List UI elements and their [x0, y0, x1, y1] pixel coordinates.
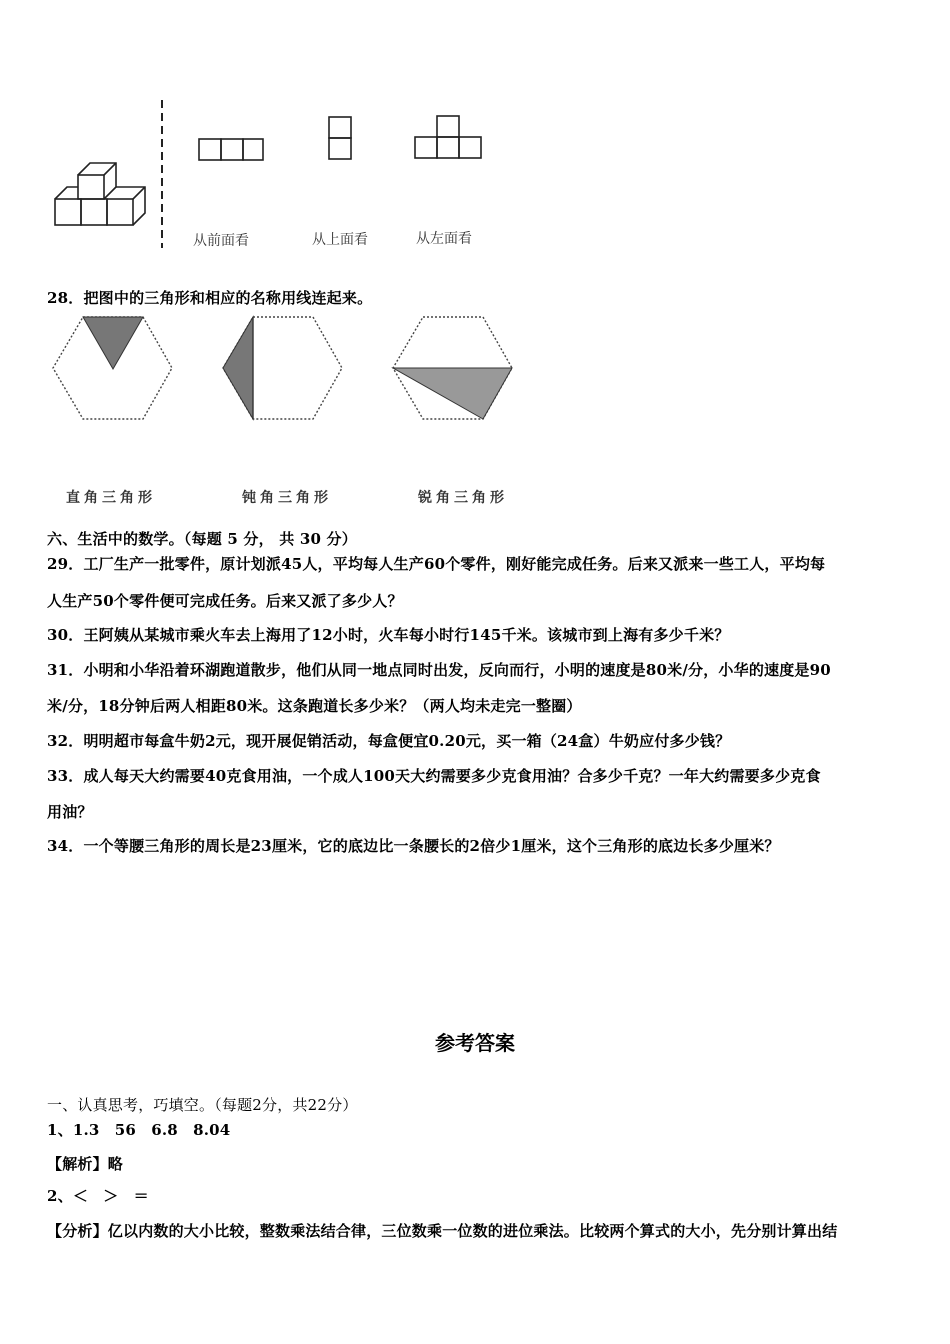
section-6-heading: 六、生活中的数学。（每题 5 分， 共 30 分）: [47, 530, 357, 548]
question-29-line-2: 人生产50个零件便可完成任务。后来又派了多少人？: [47, 592, 403, 610]
question-33-line-1: 33．成人每天大约需要40克食用油，一个成人100天大约需要多少克食用油？合多少千克？一年大约需要多少克食: [47, 767, 821, 785]
question-31-line-2: 米/分，18分钟后两人相距80米。这条跑道长多少米？（两人均未走完一整圈）: [47, 697, 582, 715]
question-32-text: 32．明明超市每盒牛奶2元，现开展促销活动，每盒便宜0.20元，买一箱（24盒）牛奶应付多少钱？: [47, 732, 731, 750]
answer-2: 2、＜ ＞ ＝: [47, 1187, 149, 1205]
answer-1: 1、1.3 56 6.8 8.04: [47, 1121, 231, 1139]
question-28-text: 28．把图中的三角形和相应的名称用线连起来。: [47, 289, 373, 307]
question-31-line-1: 31．小明和小华沿着环湖跑道散步，他们从同一地点同时出发，反向而行，小明的速度是80米/分，小华的速度是90: [47, 661, 831, 679]
front-view-label: 从前面看: [193, 233, 249, 249]
top-view-label: 从上面看: [312, 232, 368, 248]
answers-section-1-heading: 一、认真思考，巧填空。（每题2分，共22分）: [47, 1096, 358, 1114]
question-34-text: 34．一个等腰三角形的周长是23厘米，它的底边比一条腰长的2倍少1厘米，这个三角形的底边长多少厘米？: [47, 837, 780, 855]
cube-stack-figure: [50, 155, 155, 235]
dashed-divider: [158, 100, 166, 248]
hexagon-obtuse-triangle: [220, 314, 346, 424]
front-view-figure: [197, 137, 267, 163]
left-view-label: 从左面看: [416, 231, 472, 247]
answers-title: 参考答案: [435, 1031, 515, 1055]
answer-2-analysis: 【分析】亿以内数的大小比较，整数乘法结合律，三位数乘一位数的进位乘法。比较两个算式的大小，先分别计算出结: [47, 1222, 838, 1240]
top-view-figure: [327, 115, 355, 163]
label-acute-triangle: 锐角三角形: [418, 490, 508, 506]
label-right-triangle: 直角三角形: [66, 490, 156, 506]
left-view-figure: [413, 114, 485, 162]
question-33-line-2: 用油？: [47, 803, 93, 821]
answer-1-analysis: 【解析】略: [47, 1155, 124, 1173]
label-obtuse-triangle: 钝角三角形: [242, 490, 332, 506]
question-30-text: 30．王阿姨从某城市乘火车去上海用了12小时，火车每小时行145千米。该城市到上海有多少千米？: [47, 626, 730, 644]
hexagon-right-triangle: [50, 314, 176, 424]
question-29-line-1: 29．工厂生产一批零件，原计划派45人，平均每人生产60个零件，刚好能完成任务。后来又派来一些工人，平均每: [47, 555, 826, 573]
hexagon-acute-triangle: [390, 314, 516, 424]
